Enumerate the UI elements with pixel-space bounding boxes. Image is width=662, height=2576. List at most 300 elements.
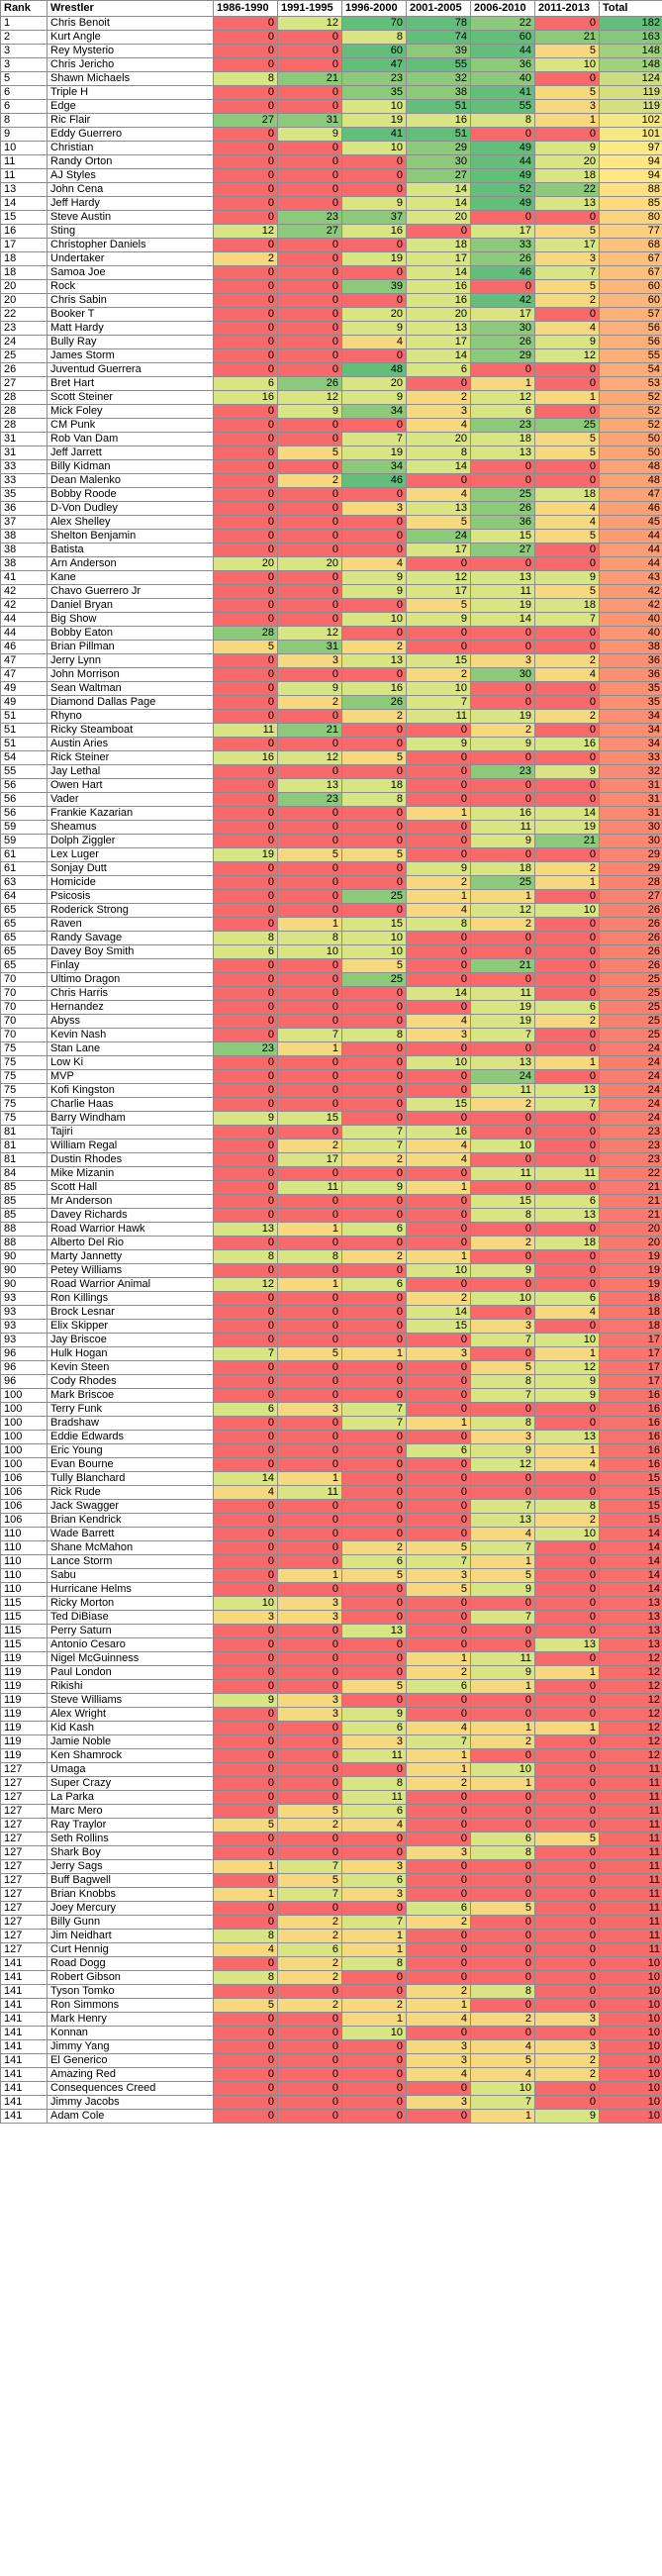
period-1986-1990-cell: 8: [214, 1971, 278, 1985]
period-2001-2005-cell: 3: [407, 405, 471, 419]
period-1986-1990-cell: 14: [214, 1472, 278, 1486]
period-2006-2010-cell: 8: [471, 1417, 535, 1431]
rank-cell: 141: [1, 2096, 47, 2110]
period-2011-2013-cell: 3: [535, 100, 600, 114]
wrestler-name-cell: D-Von Dudley: [47, 502, 214, 516]
total-cell: 26: [600, 904, 662, 918]
period-2001-2005-cell: 1: [407, 1999, 471, 2013]
period-2001-2005-cell: 0: [407, 1819, 471, 1833]
period-2001-2005-cell: 3: [407, 1569, 471, 1583]
table-row: [1, 1361, 662, 1375]
rank-cell: 141: [1, 2054, 47, 2068]
period-1996-2000-cell: 0: [342, 516, 407, 530]
period-1986-1990-cell: 0: [214, 474, 278, 488]
period-1996-2000-cell: 5: [342, 751, 407, 765]
total-cell: 17: [600, 1361, 662, 1375]
total-cell: 15: [600, 1514, 662, 1528]
period-1996-2000-cell: 3: [342, 1860, 407, 1874]
rank-cell: 96: [1, 1347, 47, 1361]
period-1991-1995-cell: 7: [278, 1029, 342, 1042]
period-2006-2010-cell: 2: [471, 2013, 535, 2027]
table-row: [1, 1181, 662, 1195]
period-2011-2013-cell: 0: [535, 918, 600, 932]
period-2006-2010-cell: 11: [471, 1652, 535, 1666]
period-2006-2010-cell: 11: [471, 585, 535, 599]
table-row: [1, 1805, 662, 1819]
period-2001-2005-cell: 30: [407, 155, 471, 169]
period-2011-2013-cell: 16: [535, 738, 600, 751]
table-row: [1, 1514, 662, 1528]
period-1986-1990-cell: 0: [214, 1583, 278, 1597]
period-2001-2005-cell: 2: [407, 1666, 471, 1680]
wrestler-name-cell: Joey Mercury: [47, 1902, 214, 1916]
period-2011-2013-cell: 0: [535, 405, 600, 419]
period-1996-2000-cell: 0: [342, 1361, 407, 1375]
period-2001-2005-cell: 0: [407, 1791, 471, 1805]
period-1996-2000-cell: 47: [342, 58, 407, 72]
wrestler-name-cell: Kane: [47, 571, 214, 585]
period-1996-2000-cell: 11: [342, 1749, 407, 1763]
wrestler-name-cell: Paul London: [47, 1666, 214, 1680]
period-2001-2005-cell: 1: [407, 1181, 471, 1195]
period-2001-2005-cell: 32: [407, 72, 471, 86]
total-cell: 24: [600, 1098, 662, 1112]
period-2011-2013-cell: 22: [535, 183, 600, 197]
period-2011-2013-cell: 21: [535, 31, 600, 45]
period-1991-1995-cell: 6: [278, 1943, 342, 1957]
period-1996-2000-cell: 0: [342, 987, 407, 1001]
period-1986-1990-cell: 0: [214, 1735, 278, 1749]
total-cell: 12: [600, 1749, 662, 1763]
period-1986-1990-cell: 0: [214, 890, 278, 904]
period-2001-2005-cell: 0: [407, 835, 471, 848]
period-1991-1995-cell: 12: [278, 627, 342, 641]
period-2001-2005-cell: 0: [407, 1528, 471, 1541]
period-2011-2013-cell: 0: [535, 2096, 600, 2110]
period-2001-2005-cell: 0: [407, 1874, 471, 1888]
rank-cell: 37: [1, 516, 47, 530]
period-2001-2005-cell: 0: [407, 765, 471, 779]
period-1991-1995-cell: 9: [278, 405, 342, 419]
period-2006-2010-cell: 36: [471, 516, 535, 530]
period-1986-1990-cell: 0: [214, 405, 278, 419]
period-1996-2000-cell: 9: [342, 391, 407, 405]
period-2011-2013-cell: 0: [535, 1583, 600, 1597]
wrestler-name-cell: Low Ki: [47, 1056, 214, 1070]
total-cell: 16: [600, 1389, 662, 1403]
rank-cell: 36: [1, 502, 47, 516]
period-1991-1995-cell: 0: [278, 835, 342, 848]
period-2001-2005-cell: 1: [407, 807, 471, 821]
table-row: [1, 1167, 662, 1181]
period-2011-2013-cell: 6: [535, 1001, 600, 1015]
total-cell: 20: [600, 1237, 662, 1250]
total-cell: 12: [600, 1680, 662, 1694]
wrestler-name-cell: Finlay: [47, 959, 214, 973]
period-2001-2005-cell: 14: [407, 1306, 471, 1320]
table-row: [1, 932, 662, 945]
rank-cell: 70: [1, 987, 47, 1001]
rank-cell: 31: [1, 446, 47, 460]
period-2006-2010-cell: 3: [471, 654, 535, 668]
period-2006-2010-cell: 0: [471, 1347, 535, 1361]
period-2006-2010-cell: 33: [471, 239, 535, 252]
period-1986-1990-cell: 3: [214, 1611, 278, 1625]
period-1996-2000-cell: 0: [342, 2040, 407, 2054]
period-2001-2005-cell: 0: [407, 2027, 471, 2040]
period-2001-2005-cell: 9: [407, 738, 471, 751]
wrestler-name-cell: Bobby Eaton: [47, 627, 214, 641]
wrestler-name-cell: Sean Waltman: [47, 682, 214, 696]
period-2001-2005-cell: 15: [407, 1320, 471, 1334]
period-1986-1990-cell: 0: [214, 2027, 278, 2040]
period-1996-2000-cell: 10: [342, 932, 407, 945]
wrestler-name-cell: Adam Cole: [47, 2110, 214, 2124]
period-1996-2000-cell: 0: [342, 1652, 407, 1666]
period-1996-2000-cell: 0: [342, 2096, 407, 2110]
rank-cell: 28: [1, 405, 47, 419]
period-1996-2000-cell: 6: [342, 1278, 407, 1292]
period-2001-2005-cell: 4: [407, 904, 471, 918]
period-2011-2013-cell: 10: [535, 1528, 600, 1541]
period-2006-2010-cell: 0: [471, 1819, 535, 1833]
period-2006-2010-cell: 0: [471, 1042, 535, 1056]
period-2011-2013-cell: 5: [535, 433, 600, 446]
total-cell: 24: [600, 1070, 662, 1084]
period-1996-2000-cell: 10: [342, 945, 407, 959]
table-row: [1, 1833, 662, 1846]
period-2006-2010-cell: 5: [471, 2054, 535, 2068]
total-cell: 85: [600, 197, 662, 211]
wrestler-name-cell: Billy Kidman: [47, 460, 214, 474]
total-cell: 12: [600, 1666, 662, 1680]
period-2006-2010-cell: 42: [471, 294, 535, 308]
period-1986-1990-cell: 0: [214, 1195, 278, 1209]
period-1991-1995-cell: 0: [278, 544, 342, 557]
period-1991-1995-cell: 7: [278, 1860, 342, 1874]
table-row: [1, 1306, 662, 1320]
period-2001-2005-cell: 11: [407, 710, 471, 724]
period-1986-1990-cell: 0: [214, 1874, 278, 1888]
period-2006-2010-cell: 18: [471, 862, 535, 876]
rank-cell: 119: [1, 1680, 47, 1694]
rank-cell: 100: [1, 1431, 47, 1444]
period-1996-2000-cell: 1: [342, 1930, 407, 1943]
header-row: [1, 1, 662, 17]
period-1986-1990-cell: 0: [214, 835, 278, 848]
wrestler-name-cell: Seth Rollins: [47, 1833, 214, 1846]
period-2001-2005-cell: 0: [407, 1042, 471, 1056]
period-2011-2013-cell: 0: [535, 1680, 600, 1694]
period-2006-2010-cell: 19: [471, 1001, 535, 1015]
period-2006-2010-cell: 0: [471, 682, 535, 696]
rank-cell: 127: [1, 1846, 47, 1860]
rank-cell: 6: [1, 100, 47, 114]
period-1996-2000-cell: 0: [342, 1056, 407, 1070]
period-2011-2013-cell: 2: [535, 294, 600, 308]
wrestler-name-cell: Shark Boy: [47, 1846, 214, 1860]
table-row: [1, 1084, 662, 1098]
period-2006-2010-cell: 23: [471, 765, 535, 779]
header-rank: Rank: [1, 1, 47, 17]
period-2006-2010-cell: 0: [471, 945, 535, 959]
period-2001-2005-cell: 3: [407, 1029, 471, 1042]
period-1996-2000-cell: 25: [342, 973, 407, 987]
table-row: [1, 765, 662, 779]
period-1986-1990-cell: 0: [214, 530, 278, 544]
period-2001-2005-cell: 0: [407, 1860, 471, 1874]
period-1991-1995-cell: 0: [278, 1902, 342, 1916]
rank-cell: 119: [1, 1749, 47, 1763]
period-1986-1990-cell: 8: [214, 72, 278, 86]
period-1991-1995-cell: 0: [278, 1084, 342, 1098]
period-1991-1995-cell: 0: [278, 1098, 342, 1112]
period-1986-1990-cell: 8: [214, 1250, 278, 1264]
rank-cell: 141: [1, 2040, 47, 2054]
period-1986-1990-cell: 0: [214, 1625, 278, 1638]
period-2006-2010-cell: 9: [471, 1666, 535, 1680]
period-1986-1990-cell: 0: [214, 1181, 278, 1195]
total-cell: 52: [600, 405, 662, 419]
total-cell: 15: [600, 1500, 662, 1514]
period-2001-2005-cell: 0: [407, 779, 471, 793]
table-row: [1, 1098, 662, 1112]
period-2006-2010-cell: 3: [471, 1431, 535, 1444]
rank-cell: 18: [1, 252, 47, 266]
rank-cell: 42: [1, 599, 47, 613]
rank-cell: 44: [1, 613, 47, 627]
period-2001-2005-cell: 1: [407, 890, 471, 904]
wrestler-name-cell: Davey Richards: [47, 1209, 214, 1223]
period-1991-1995-cell: 12: [278, 17, 342, 31]
period-2011-2013-cell: 9: [535, 336, 600, 349]
header-2011-2013: 2011-2013: [535, 1, 600, 17]
rank-cell: 81: [1, 1126, 47, 1139]
table-row: [1, 918, 662, 932]
period-2001-2005-cell: 0: [407, 1431, 471, 1444]
period-1986-1990-cell: 0: [214, 987, 278, 1001]
wrestler-name-cell: Brock Lesnar: [47, 1306, 214, 1320]
table-row: [1, 641, 662, 654]
table-row: [1, 1860, 662, 1874]
period-2001-2005-cell: 29: [407, 142, 471, 155]
period-2001-2005-cell: 0: [407, 1403, 471, 1417]
period-2011-2013-cell: 0: [535, 641, 600, 654]
wrestler-name-cell: CM Punk: [47, 419, 214, 433]
period-1996-2000-cell: 0: [342, 835, 407, 848]
period-2011-2013-cell: 0: [535, 1569, 600, 1583]
total-cell: 26: [600, 959, 662, 973]
period-2011-2013-cell: 0: [535, 848, 600, 862]
period-1996-2000-cell: 0: [342, 821, 407, 835]
period-1991-1995-cell: 0: [278, 821, 342, 835]
period-1991-1995-cell: 0: [278, 1555, 342, 1569]
rank-cell: 24: [1, 336, 47, 349]
period-2001-2005-cell: 6: [407, 1902, 471, 1916]
total-cell: 31: [600, 807, 662, 821]
period-2011-2013-cell: 1: [535, 1444, 600, 1458]
period-1986-1990-cell: 0: [214, 1569, 278, 1583]
period-2001-2005-cell: 5: [407, 599, 471, 613]
period-1986-1990-cell: 9: [214, 1694, 278, 1708]
period-2001-2005-cell: 0: [407, 1237, 471, 1250]
period-1986-1990-cell: 0: [214, 599, 278, 613]
period-1991-1995-cell: 2: [278, 1999, 342, 2013]
period-2001-2005-cell: 4: [407, 2068, 471, 2082]
total-cell: 56: [600, 336, 662, 349]
period-1986-1990-cell: 0: [214, 58, 278, 72]
period-2006-2010-cell: 1: [471, 890, 535, 904]
period-1996-2000-cell: 0: [342, 1070, 407, 1084]
period-2006-2010-cell: 49: [471, 142, 535, 155]
period-1986-1990-cell: 0: [214, 1015, 278, 1029]
period-2011-2013-cell: 0: [535, 945, 600, 959]
period-1996-2000-cell: 18: [342, 779, 407, 793]
period-1996-2000-cell: 19: [342, 252, 407, 266]
rank-cell: 75: [1, 1098, 47, 1112]
period-2006-2010-cell: 0: [471, 1625, 535, 1638]
period-2011-2013-cell: 1: [535, 114, 600, 128]
rank-cell: 70: [1, 1015, 47, 1029]
table-row: [1, 862, 662, 876]
total-cell: 24: [600, 1084, 662, 1098]
period-1991-1995-cell: 2: [278, 1139, 342, 1153]
period-2001-2005-cell: 20: [407, 433, 471, 446]
period-1986-1990-cell: 0: [214, 169, 278, 183]
period-1991-1995-cell: 21: [278, 724, 342, 738]
rank-cell: 100: [1, 1417, 47, 1431]
period-1986-1990-cell: 0: [214, 17, 278, 31]
period-1996-2000-cell: 20: [342, 377, 407, 391]
period-2011-2013-cell: 11: [535, 1167, 600, 1181]
period-1996-2000-cell: 0: [342, 1112, 407, 1126]
total-cell: 80: [600, 211, 662, 225]
period-1986-1990-cell: 4: [214, 1943, 278, 1957]
period-1986-1990-cell: 0: [214, 336, 278, 349]
period-1986-1990-cell: 0: [214, 1139, 278, 1153]
rank-cell: 65: [1, 904, 47, 918]
period-2011-2013-cell: 0: [535, 890, 600, 904]
period-2001-2005-cell: 0: [407, 1472, 471, 1486]
period-2011-2013-cell: 20: [535, 155, 600, 169]
period-2006-2010-cell: 0: [471, 641, 535, 654]
period-2011-2013-cell: 0: [535, 474, 600, 488]
period-2011-2013-cell: 0: [535, 1625, 600, 1638]
period-2006-2010-cell: 5: [471, 1361, 535, 1375]
period-2006-2010-cell: 0: [471, 557, 535, 571]
table-row: [1, 1417, 662, 1431]
period-2001-2005-cell: 0: [407, 1278, 471, 1292]
table-row: [1, 1126, 662, 1139]
header-total: Total: [600, 1, 662, 17]
period-1991-1995-cell: 0: [278, 1001, 342, 1015]
period-1991-1995-cell: 23: [278, 211, 342, 225]
period-1996-2000-cell: 0: [342, 724, 407, 738]
period-2001-2005-cell: 14: [407, 460, 471, 474]
wrestler-name-cell: Hulk Hogan: [47, 1347, 214, 1361]
table-row: [1, 31, 662, 45]
total-cell: 11: [600, 1874, 662, 1888]
period-1996-2000-cell: 0: [342, 419, 407, 433]
period-1996-2000-cell: 0: [342, 239, 407, 252]
table-row: [1, 668, 662, 682]
wrestler-name-cell: Evan Bourne: [47, 1458, 214, 1472]
period-1986-1990-cell: 0: [214, 876, 278, 890]
period-1986-1990-cell: 0: [214, 807, 278, 821]
period-2011-2013-cell: 1: [535, 1056, 600, 1070]
period-2001-2005-cell: 9: [407, 613, 471, 627]
period-1986-1990-cell: 0: [214, 710, 278, 724]
period-2006-2010-cell: 0: [471, 1999, 535, 2013]
table-row: [1, 987, 662, 1001]
rank-cell: 70: [1, 1001, 47, 1015]
period-2011-2013-cell: 0: [535, 1541, 600, 1555]
table-row: [1, 724, 662, 738]
period-2006-2010-cell: 17: [471, 308, 535, 322]
period-2011-2013-cell: 0: [535, 1971, 600, 1985]
period-1991-1995-cell: 0: [278, 1320, 342, 1334]
period-2001-2005-cell: 0: [407, 1597, 471, 1611]
rank-cell: 106: [1, 1514, 47, 1528]
period-1986-1990-cell: 6: [214, 945, 278, 959]
period-2001-2005-cell: 0: [407, 1334, 471, 1347]
period-1991-1995-cell: 31: [278, 114, 342, 128]
total-cell: 18: [600, 1306, 662, 1320]
total-cell: 11: [600, 1943, 662, 1957]
wrestler-name-cell: Chris Jericho: [47, 58, 214, 72]
table-row: [1, 1195, 662, 1209]
wrestler-name-cell: Kurt Angle: [47, 31, 214, 45]
table-row: [1, 460, 662, 474]
period-1996-2000-cell: 9: [342, 1181, 407, 1195]
rank-cell: 20: [1, 294, 47, 308]
period-1996-2000-cell: 7: [342, 1139, 407, 1153]
total-cell: 14: [600, 1541, 662, 1555]
period-2001-2005-cell: 18: [407, 239, 471, 252]
period-2001-2005-cell: 38: [407, 86, 471, 100]
wrestler-name-cell: Juventud Guerrera: [47, 363, 214, 377]
period-2006-2010-cell: 19: [471, 710, 535, 724]
wrestler-name-cell: Terry Funk: [47, 1403, 214, 1417]
total-cell: 14: [600, 1555, 662, 1569]
period-1986-1990-cell: 9: [214, 1112, 278, 1126]
table-row: [1, 1555, 662, 1569]
total-cell: 21: [600, 1181, 662, 1195]
period-2011-2013-cell: 0: [535, 1916, 600, 1930]
period-1986-1990-cell: 0: [214, 1209, 278, 1223]
period-1986-1990-cell: 0: [214, 197, 278, 211]
period-2001-2005-cell: 7: [407, 1555, 471, 1569]
period-2001-2005-cell: 0: [407, 1833, 471, 1846]
rank-cell: 44: [1, 627, 47, 641]
table-row: [1, 1320, 662, 1334]
rank-cell: 25: [1, 349, 47, 363]
header-1996-2000: 1996-2000: [342, 1, 407, 17]
rank-cell: 106: [1, 1472, 47, 1486]
period-1996-2000-cell: 0: [342, 765, 407, 779]
period-2001-2005-cell: 0: [407, 1888, 471, 1902]
wrestler-name-cell: John Cena: [47, 183, 214, 197]
period-2006-2010-cell: 11: [471, 1084, 535, 1098]
wrestler-name-cell: Tyson Tomko: [47, 1985, 214, 1999]
period-1986-1990-cell: 11: [214, 724, 278, 738]
table-row: [1, 1722, 662, 1735]
table-row: [1, 128, 662, 142]
period-1986-1990-cell: 0: [214, 1528, 278, 1541]
total-cell: 97: [600, 142, 662, 155]
wrestler-name-cell: Bully Ray: [47, 336, 214, 349]
period-1991-1995-cell: 0: [278, 86, 342, 100]
